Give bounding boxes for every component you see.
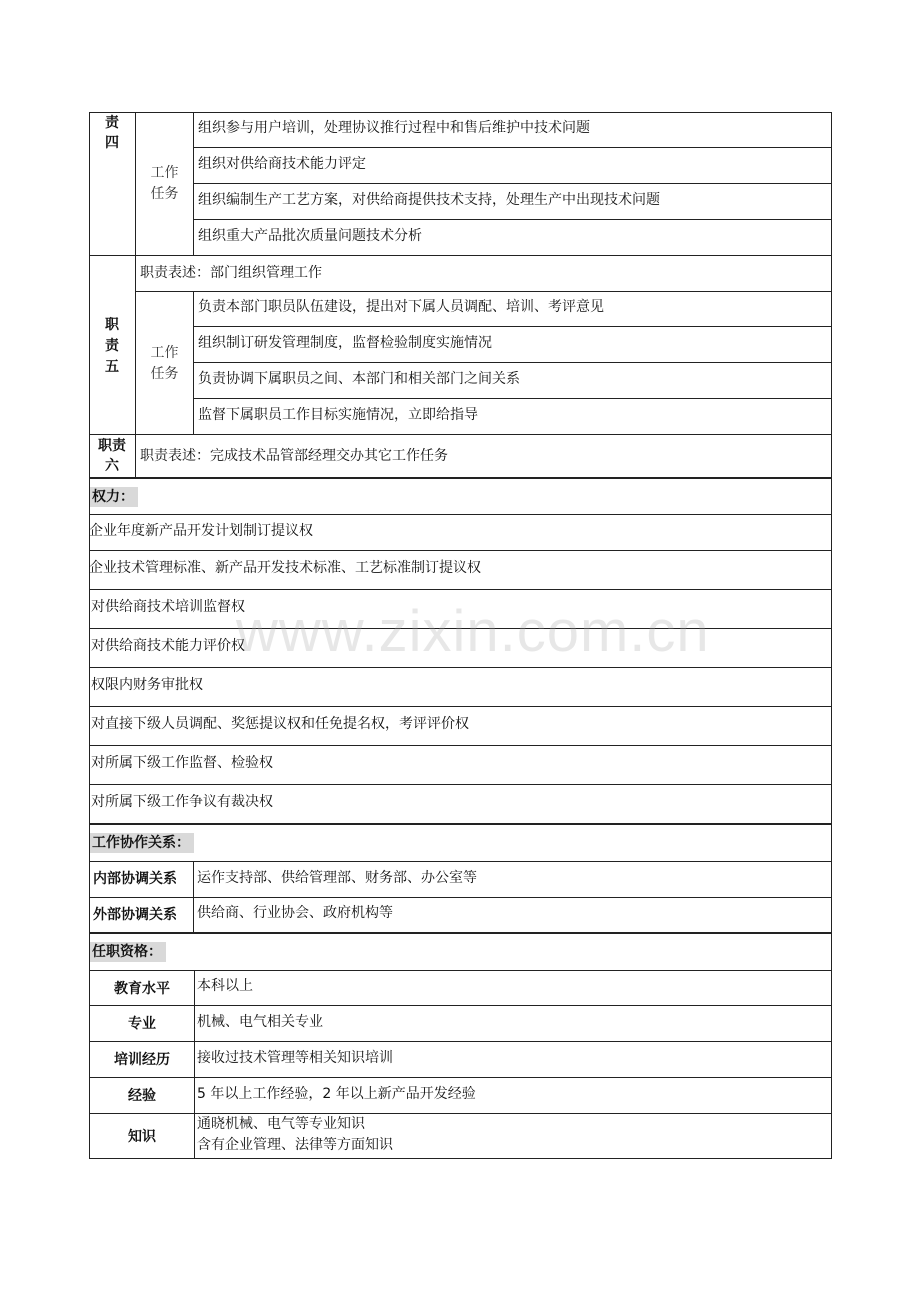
duty4-task-label: 工作 [150, 165, 179, 181]
qualification-value: 本科以上 [197, 978, 253, 994]
duty4-label-char: 责 [105, 115, 119, 131]
qualification-value: 5 年以上工作经验，2 年以上新产品开发经验 [197, 1086, 476, 1102]
duty6-description: 职责表述：完成技术品管部经理交办其它工作任务 [140, 448, 448, 464]
duty5-task-label: 工作 [150, 345, 179, 361]
power-item: 对所属下级工作争议有裁决权 [91, 794, 273, 810]
duty5-task: 监督下属职员工作目标实施情况，立即给指导 [198, 407, 478, 423]
qualifications-heading: 任职资格： [90, 942, 166, 962]
qualification-label: 经验 [128, 1088, 156, 1104]
cooperation-label: 内部协调关系 [93, 871, 177, 887]
duty5-description: 职责表述：部门组织管理工作 [140, 265, 322, 281]
power-item: 企业年度新产品开发计划制订提议权 [89, 523, 313, 539]
qualification-value: 接收过技术管理等相关知识培训 [197, 1050, 393, 1066]
qualification-value: 机械、电气相关专业 [197, 1014, 323, 1030]
power-item: 对供给商技术培训监督权 [91, 599, 245, 615]
duty4-task: 组织编制生产工艺方案，对供给商提供技术支持，处理生产中出现技术问题 [198, 192, 660, 208]
duty5-task: 组织制订研发管理制度，监督检验制度实施情况 [198, 335, 492, 351]
duty5-task-label: 任务 [150, 366, 179, 382]
watermark: www.zixin.com.cn [236, 599, 710, 664]
duty5-label-char: 五 [105, 359, 119, 375]
power-item: 对直接下级人员调配、奖惩提议权和任免提名权，考评评价权 [91, 716, 469, 732]
power-item: 企业技术管理标准、新产品开发技术标准、工艺标准制订提议权 [89, 560, 481, 576]
duty5-label-char: 责 [105, 338, 119, 354]
duty5-task: 负责协调下属职员之间、本部门和相关部门之间关系 [198, 371, 520, 387]
duty4-task: 组织参与用户培训，处理协议推行过程中和售后维护中技术问题 [198, 120, 590, 136]
duty4-label-char: 四 [105, 135, 119, 151]
duty4-task: 组织对供给商技术能力评定 [198, 156, 366, 172]
power-item: 对供给商技术能力评价权 [91, 638, 245, 654]
duty4-task: 组织重大产品批次质量问题技术分析 [198, 228, 422, 244]
cooperation-value: 供给商、行业协会、政府机构等 [197, 905, 393, 921]
cooperation-value: 运作支持部、供给管理部、财务部、办公室等 [197, 870, 477, 886]
qualification-label: 知识 [128, 1129, 156, 1145]
power-item: 权限内财务审批权 [91, 677, 203, 693]
duty6-label: 六 [105, 458, 119, 474]
power-item: 对所属下级工作监督、检验权 [91, 755, 273, 771]
qualification-label: 培训经历 [114, 1052, 170, 1068]
powers-heading: 权力： [90, 487, 138, 507]
duty5-label-char: 职 [105, 317, 119, 333]
duty5-task: 负责本部门职员队伍建设，提出对下属人员调配、培训、考评意见 [198, 299, 604, 315]
duty6-label: 职责 [98, 438, 126, 454]
qualification-label: 专业 [128, 1016, 156, 1032]
duty4-task-label: 任务 [150, 186, 179, 202]
qualification-value: 含有企业管理、法律等方面知识 [197, 1137, 393, 1153]
cooperation-heading: 工作协作关系： [90, 833, 194, 853]
qualification-value: 通晓机械、电气等专业知识 [197, 1116, 365, 1132]
qualification-label: 教育水平 [114, 981, 170, 997]
cooperation-label: 外部协调关系 [93, 907, 177, 923]
